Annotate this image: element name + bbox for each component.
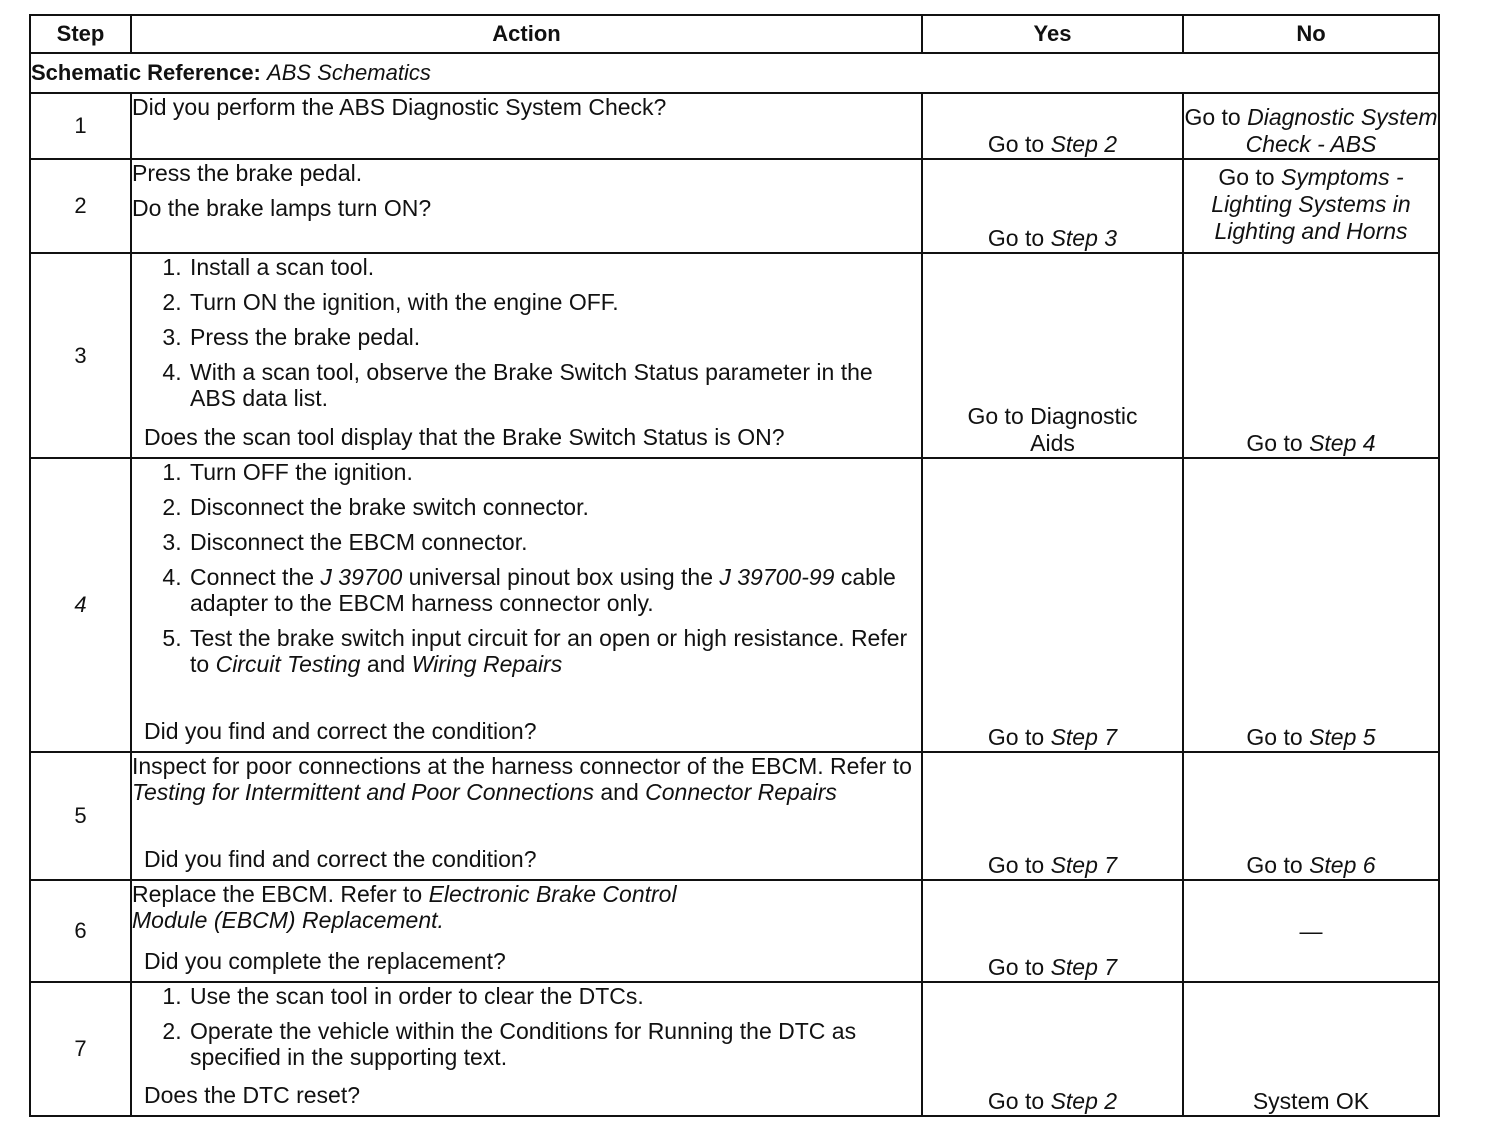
schematic-reference-label: Schematic Reference: [31,60,261,85]
yes-prefix: Go to [987,225,1045,251]
action-cell [131,159,922,253]
action-steps-list [132,459,921,677]
action-question: Did you complete the replacement? [144,948,506,974]
yes-cell [922,880,1183,982]
header-yes: Yes [922,15,1183,53]
yes-prefix: Go to [987,954,1045,980]
list-item [188,625,921,677]
yes-link[interactable]: Step 2 [1050,1088,1118,1114]
no-cell: — [1183,880,1439,982]
list-item-text: and [366,651,406,677]
step-row-7 [30,982,1439,1116]
step-row-3 [30,253,1439,458]
yes-link[interactable]: Step 3 [1050,225,1118,251]
no-prefix: Go to [1218,164,1275,190]
tool-ref-link[interactable]: J 39700-99 [719,564,835,590]
action-steps-list [132,254,921,411]
no-prefix: Go to [1184,104,1241,130]
action-cell [131,982,922,1116]
yes-prefix: Go to [987,852,1045,878]
step-number: 4 [30,458,131,752]
diagnostic-table [29,14,1440,1117]
action-cell [131,752,922,880]
list-item: 1. Install a scan tool. [188,254,921,280]
step-row-6 [30,880,1439,982]
yes-prefix: Go to [987,1088,1045,1114]
no-cell [1183,159,1439,253]
no-cell [1183,752,1439,880]
action-cell [131,93,922,159]
yes-prefix: Go to [987,724,1045,750]
yes-cell [922,458,1183,752]
testing-intermittent-link[interactable]: Testing for Intermittent and Poor Connections [132,779,594,805]
no-link[interactable]: Diagnostic System Check - ABS [1245,104,1438,157]
connector-repairs-link[interactable]: Connector Repairs [645,779,837,805]
action-text-part: and [600,779,639,805]
schematic-reference-link[interactable]: ABS Schematics [267,60,431,85]
step-number: 2 [30,159,131,253]
yes-link[interactable]: Step 7 [1050,954,1118,980]
no-prefix: Go to [1246,430,1303,456]
action-cell [131,458,922,752]
action-text-part: Inspect for poor connections at the harness connector of the EBCM. Refer to [132,753,912,779]
yes-cell [922,93,1183,159]
yes-link[interactable]: Step 2 [1050,131,1118,157]
no-prefix: Go to [1246,724,1303,750]
no-cell [1183,93,1439,159]
yes-cell [922,752,1183,880]
tool-ref-link[interactable]: J 39700 [320,564,403,590]
no-cell: System OK [1183,982,1439,1116]
no-cell [1183,253,1439,458]
no-link[interactable]: Step 4 [1309,430,1376,456]
step-row-5 [30,752,1439,880]
list-item: 1. Use the scan tool in order to clear the DTCs. [188,983,921,1009]
no-cell [1183,458,1439,752]
header-no: No [1183,15,1439,53]
list-item-text: Connect the [190,564,315,590]
list-item: 3. Disconnect the EBCM connector. [188,529,921,555]
action-question: Does the scan tool display that the Brake Switch Status is ON? [144,424,785,450]
no-prefix: Go to [1246,852,1303,878]
action-question: Did you find and correct the condition? [144,846,537,872]
header-step: Step [30,15,131,53]
action-text: Press the brake pedal. [132,160,363,186]
step-row-4 [30,458,1439,752]
action-text [132,881,732,933]
no-link[interactable]: Step 5 [1309,724,1376,750]
step-row-2 [30,159,1439,253]
ebcm-replacement-link[interactable]: Electronic Brake Control Module (EBCM) Replacement. [132,881,677,933]
action-question: Does the DTC reset? [144,1082,361,1108]
yes-text[interactable]: Go to Diagnostic Aids [967,403,1138,456]
list-item-text: universal pinout box using the [408,564,713,590]
list-item: 2. Disconnect the brake switch connector. [188,494,921,520]
list-item: 2. Turn ON the ignition, with the engine OFF. [188,289,921,315]
action-text-part: Replace the EBCM. Refer to [132,881,423,907]
step-number: 1 [30,93,131,159]
yes-cell [922,982,1183,1116]
action-cell [131,253,922,458]
list-item-text: Test the brake switch input circuit for an open or high resistance. Refer to [190,625,908,677]
step-number: 5 [30,752,131,880]
header-row [30,15,1439,53]
schematic-reference-row [30,53,1439,93]
list-item: 2. Operate the vehicle within the Conditions for Running the DTC as specified in the supporting text. [188,1018,921,1070]
action-question: Do the brake lamps turn ON? [132,195,432,221]
header-action: Action [131,15,922,53]
list-item-text: cable adapter to the EBCM harness connector only. [190,564,896,616]
no-link[interactable]: Step 6 [1309,852,1376,878]
action-question: Did you find and correct the condition? [144,718,537,744]
list-item: 4. With a scan tool, observe the Brake Switch Status parameter in the ABS data list. [188,359,921,411]
yes-prefix: Go to [987,131,1045,157]
no-link[interactable]: Symptoms - Lighting Systems in Lighting and Horns [1211,164,1411,244]
schematic-reference [30,53,1439,93]
step-row-1 [30,93,1439,159]
action-text: Did you perform the ABS Diagnostic System Check? [132,94,667,120]
yes-cell [922,253,1183,458]
list-item: 3. Press the brake pedal. [188,324,921,350]
step-number: 6 [30,880,131,982]
step-number: 3 [30,253,131,458]
action-cell [131,880,922,982]
list-item [188,564,921,616]
yes-cell [922,159,1183,253]
list-item: 1. Turn OFF the ignition. [188,459,921,485]
action-steps-list [132,983,921,1070]
yes-link[interactable]: Step 7 [1050,724,1118,750]
circuit-testing-link[interactable]: Circuit Testing [215,651,361,677]
action-text [132,753,921,805]
yes-link[interactable]: Step 7 [1050,852,1118,878]
wiring-repairs-link[interactable]: Wiring Repairs [411,651,563,677]
step-number: 7 [30,982,131,1116]
